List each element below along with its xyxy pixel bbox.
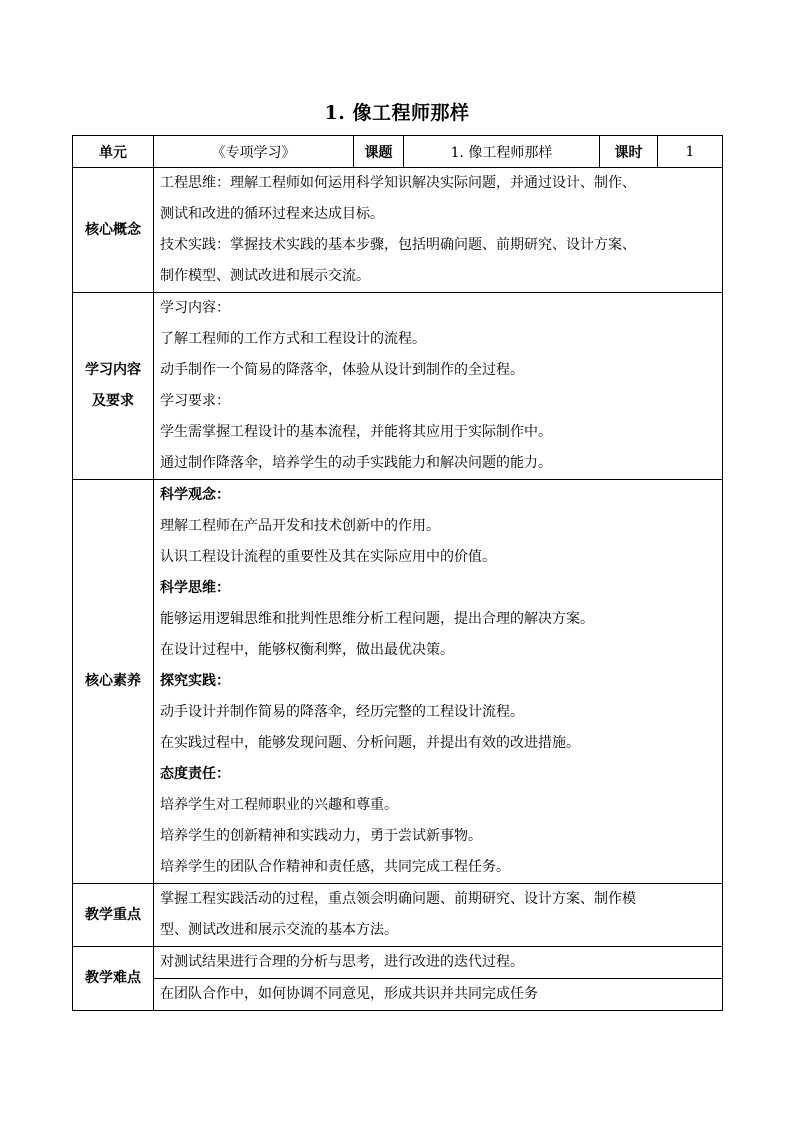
difficulties-line: 对测试结果进行合理的分析与思考，进行改进的迭代过程。	[160, 954, 524, 970]
key-points-row	[73, 884, 723, 947]
core-concepts-label: 核心概念	[73, 168, 154, 293]
unit-label: 单元	[73, 136, 154, 168]
literacy-line: 培养学生的创新精神和实践动力，勇于尝试新事物。	[160, 828, 482, 844]
literacy-content	[154, 480, 723, 884]
learning-line: 动手制作一个简易的降落伞，体验从设计到制作的全过程。	[160, 362, 524, 378]
core-concept-line: 测试和改进的循环过程来达成目标。	[160, 206, 384, 222]
learning-line: 学生需掌握工程设计的基本流程，并能将其应用于实际制作中。	[160, 424, 552, 440]
literacy-heading: 探究实践：	[160, 673, 230, 689]
topic-label: 课题	[354, 136, 404, 168]
difficulties-row	[73, 947, 723, 1011]
literacy-heading: 态度责任：	[160, 766, 230, 782]
key-points-content	[154, 884, 723, 947]
hours-label: 课时	[600, 136, 658, 168]
key-points-line: 型、测试改进和展示交流的基本方法。	[160, 922, 398, 938]
literacy-heading: 科学思维：	[160, 580, 230, 596]
learning-label-line2: 及要求	[92, 393, 134, 409]
learning-row	[73, 293, 723, 480]
difficulties-content	[154, 947, 723, 1011]
learning-line: 通过制作降落伞，培养学生的动手实践能力和解决问题的能力。	[160, 455, 552, 471]
literacy-label: 核心素养	[73, 480, 154, 884]
core-concept-line: 制作模型、测试改进和展示交流。	[160, 268, 370, 284]
literacy-line: 能够运用逻辑思维和批判性思维分析工程问题，提出合理的解决方案。	[160, 611, 594, 627]
literacy-line: 认识工程设计流程的重要性及其在实际应用中的价值。	[160, 549, 496, 565]
key-points-label: 教学重点	[73, 884, 154, 947]
core-concept-line: 工程思维：理解工程师如何运用科学知识解决实际问题，并通过设计、制作、	[160, 175, 636, 191]
page-title: 1. 像工程师那样	[324, 102, 470, 124]
core-concept-line: 技术实践：掌握技术实践的基本步骤，包括明确问题、前期研究、设计方案、	[160, 237, 636, 253]
literacy-line: 培养学生的团队合作精神和责任感，共同完成工程任务。	[160, 859, 510, 875]
difficulties-line: 在团队合作中，如何协调不同意见，形成共识并共同完成任务	[154, 978, 722, 1010]
literacy-line: 动手设计并制作简易的降落伞，经历完整的工程设计流程。	[160, 704, 524, 720]
literacy-row	[73, 480, 723, 884]
core-concepts-row	[73, 168, 723, 293]
hours-value: 1	[658, 136, 723, 168]
learning-line: 学习要求：	[160, 393, 230, 409]
learning-label-line1: 学习内容	[85, 362, 141, 378]
lesson-plan-table	[72, 135, 723, 1011]
learning-line: 学习内容：	[160, 300, 230, 316]
difficulties-label: 教学难点	[73, 947, 154, 1011]
unit-value: 《专项学习》	[154, 136, 354, 168]
literacy-line: 培养学生对工程师职业的兴趣和尊重。	[160, 797, 398, 813]
topic-value: 1. 像工程师那样	[404, 136, 600, 168]
literacy-heading: 科学观念：	[160, 487, 230, 503]
learning-content	[154, 293, 723, 480]
literacy-line: 在设计过程中，能够权衡利弊，做出最优决策。	[160, 642, 454, 658]
key-points-line: 掌握工程实践活动的过程，重点领会明确问题、前期研究、设计方案、制作模	[160, 891, 636, 907]
learning-label	[73, 293, 154, 480]
literacy-line: 在实践过程中，能够发现问题、分析问题，并提出有效的改进措施。	[160, 735, 580, 751]
header-row	[73, 136, 723, 168]
literacy-line: 理解工程师在产品开发和技术创新中的作用。	[160, 518, 440, 534]
learning-line: 了解工程师的工作方式和工程设计的流程。	[160, 331, 426, 347]
core-concepts-content	[154, 168, 723, 293]
